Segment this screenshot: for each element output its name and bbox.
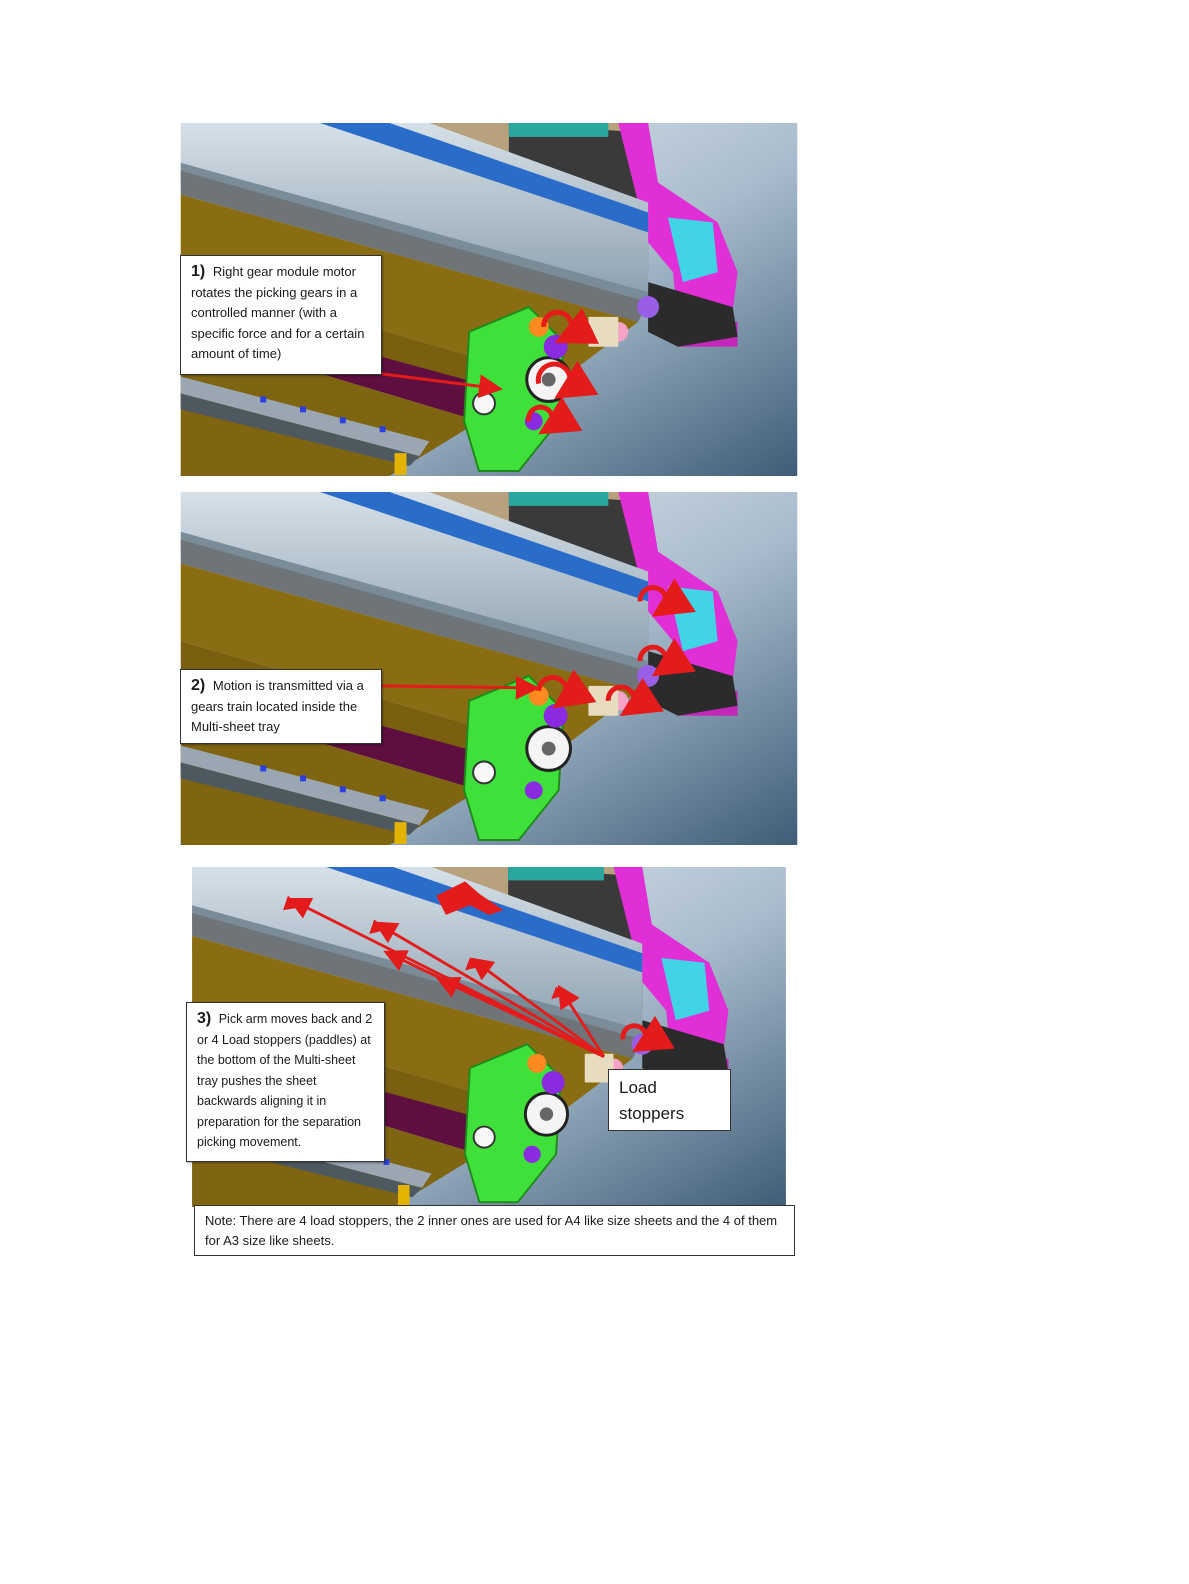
panel-step-2 bbox=[180, 492, 798, 845]
panel-step-1 bbox=[180, 123, 798, 476]
step-description: Pick arm moves back and 2 or 4 Load stoppers (paddles) at the bottom of the Multi-sheet tray pushes the sheet backwards aligning it in preparation for the separation picking movement. bbox=[197, 1012, 373, 1149]
note-text: Note: There are 4 load stoppers, the 2 inner ones are used for A4 like size sheets and the 4 of them for A3 size like sheets. bbox=[205, 1213, 778, 1248]
step-description: Right gear module motor rotates the picking gears in a controlled manner (with a specific force and for a certain amount of time) bbox=[191, 264, 365, 361]
step-number: 2) bbox=[191, 677, 206, 694]
load-stoppers-label: Load stoppers bbox=[608, 1069, 731, 1131]
step-number: 3) bbox=[197, 1010, 212, 1027]
callout-step-3 bbox=[186, 1002, 385, 1162]
panel-step-3 bbox=[182, 867, 796, 1207]
step-number: 1) bbox=[191, 263, 206, 280]
callout-step-1 bbox=[180, 255, 382, 375]
note-box bbox=[194, 1205, 795, 1256]
step-description: Motion is transmitted via a gears train located inside the Multi-sheet tray bbox=[191, 678, 364, 734]
callout-step-2 bbox=[180, 669, 382, 744]
